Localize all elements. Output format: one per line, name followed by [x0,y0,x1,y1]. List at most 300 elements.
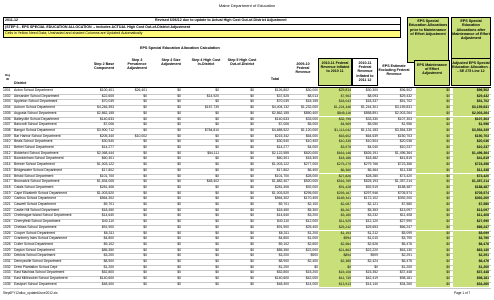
cell-step5: $0 [215,236,219,241]
cell-total: $101,700 [274,173,289,178]
cell-step5: $0 [215,110,219,115]
cell-rev1011: $63,602 [319,134,351,140]
cell-adjusted: $2,003,264 [453,111,489,117]
cell-rev0910: $18,300 [305,156,318,161]
cell-name: Deblois School Department [14,253,56,258]
cell-eps-fed: $1,357,214 [395,179,412,184]
cell-rev1112: $3,232 [367,213,378,218]
cell-adjusted: $73,420 [453,174,489,180]
cell-step4: $0 [177,145,181,149]
cell-name: Brunswick School Department [14,179,60,184]
cell-maint: $0 [416,248,450,254]
cell-rev0910: $2,600 [307,241,318,246]
cell-rev1112: $22,220 [365,247,378,252]
cell-adjusted: $3,790 [453,236,489,242]
eps-pre-maintenance-header: EPS Special Education Allocations prior to Maintenance of Effort Adjustment [407,17,449,63]
cell-rev1112: $18,337 [365,99,378,104]
cell-step2: $9,102 [103,241,114,246]
cell-step4: $0 [177,122,181,127]
cell-code: 1024 [3,219,11,224]
cell-adjusted: $63,130 [453,248,489,254]
cell-adjusted: $66,247 [453,225,489,231]
cell-step3: $0 [143,247,147,252]
cell-eps-fed: $1,956 [401,122,412,127]
cell-step3: $0 [143,150,147,155]
cell-total: $140,633 [274,116,289,121]
cell-name: Bangor School Department [14,127,55,132]
cell-rev0910: $277,000 [303,162,318,167]
section-title: EPS Special Education Allocation Calculation [140,46,220,50]
col-step6: Step 5 High Cost Out-of-District [227,58,257,67]
cell-rev1011: $13,913 [319,282,351,288]
cell-name: Auburn School Department [14,105,55,110]
cell-adjusted: $96,502 [453,88,489,94]
cell-step4: $0 [177,270,181,275]
cell-name: Caswell School Department [14,202,56,206]
cell-adjusted: $188,487 [453,185,489,191]
cell-rev0910: $2,100 [307,202,318,206]
cell-maint: $0 [416,151,450,157]
cell-step2: $140,600 [99,276,114,281]
cell-step6: $0 [250,190,254,195]
cell-code: 1011 [3,145,11,149]
cell-step3: $0 [143,190,147,195]
cell-step4: $0 [177,236,181,241]
cell-adjusted: $705,574 [453,191,489,197]
cell-adjusted: $392,200 [453,196,489,202]
cell-code: 1008 [3,127,11,132]
cell-maint: $0 [416,139,450,145]
cell-step4: $0 [177,139,181,144]
cell-step6: $0 [250,184,254,189]
cell-total: $4,800 [278,236,289,241]
cell-step6: $0 [250,219,254,224]
cell-step2: $7,006 [103,122,114,127]
cell-adjusted: $3,554,339 [453,128,489,134]
cell-name: Alexander School Department [14,93,60,98]
cell-maint: $0 [416,270,450,276]
cell-step5: $0 [215,196,219,201]
cell-code: 1019 [3,190,11,195]
cell-rev1011: $3,180 [319,213,351,219]
cell-rev1011: $3,975 [319,145,351,151]
cell-rev0910: $1,120,000 [301,127,318,132]
cell-rev0910: $92,000 [305,184,318,189]
cell-code: 1031 [3,259,11,263]
cell-step5: $0 [215,281,219,286]
cell-step6: $0 [250,88,254,92]
cell-step2: $100,401 [99,88,114,92]
cell-total: $9,102 [278,241,289,246]
cell-total: $14,277 [276,145,289,149]
cell-step4: $0 [177,162,181,167]
cell-code: 1032 [3,264,11,269]
cell-rev1011: $25,242 [319,225,351,231]
cell-name: Chelsea School Department [14,224,57,229]
cell-rev0910: $12,000 [305,219,318,224]
cell-total: $85,350 [276,247,289,252]
cell-eps-fed: $51,702 [399,99,412,104]
cell-rev1011: $516,769 [319,179,351,185]
cell-step4: $0 [177,150,181,155]
cell-total: $91,900 [276,224,289,229]
cell-maint: $0 [416,213,450,219]
cell-total: $281,406 [274,184,289,189]
cell-code: 1033 [3,270,11,275]
cell-step6: $0 [250,236,254,241]
cell-rev1112: $858,891 [363,110,378,115]
cell-adjusted: $7,580 [453,202,489,208]
cell-rev0910: $1,232,000 [301,105,318,110]
cell-rev1112: $626,191 [363,150,378,155]
cell-rev1011: $845,116 [319,111,351,117]
cell-rev0910: $1,200 [307,230,318,235]
cell-step6: $0 [250,241,254,246]
cell-rev1112: $92,919 [365,184,378,189]
cell-step4: $0 [177,213,181,218]
cell-step6: $0 [250,99,254,104]
cell-rev1011: $21,863 [319,248,351,254]
cell-rev0910: $170,400 [303,196,318,201]
cell-step2: $1,003,520 [97,190,114,195]
cell-eps-fed: $3,554,339 [395,127,412,132]
cell-total: $4,685,522 [272,127,289,132]
cell-step2: $281,406 [99,184,114,189]
col-district: District [14,81,27,85]
cell-total: $40,110 [276,219,289,224]
cell-maint: $0 [416,128,450,134]
cell-eps-fed: $3,790 [401,236,412,241]
cell-rev0910: $5,300 [307,207,318,212]
cell-eps-fed: $7,580 [401,202,412,206]
cell-maint: $0 [416,105,450,111]
cell-rev0910: $18,155 [305,99,318,104]
cell-eps-fed: $73,420 [399,173,412,178]
cell-step6: $0 [250,105,254,110]
cell-code: 1013 [3,156,11,161]
cell-eps-fed: $2,003,264 [395,110,412,115]
cell-rev1011: $293,167 [319,191,351,197]
cell-rev1011: $6,360 [319,168,351,174]
cell-rev1011: $27,826 [319,174,351,180]
cell-step6: $0 [250,133,254,138]
cell-rev1112: $33,330 [365,116,378,121]
cell-adjusted: $1,200 [453,265,489,271]
cell-adjusted: $51,702 [453,99,489,105]
cell-step3: $0 [143,270,147,275]
cell-step4: $0 [177,281,181,286]
cell-code: 1029 [3,247,11,252]
cell-rev1011: $91,428 [319,185,351,191]
cell-step2: $6,311 [103,230,114,235]
cell-rev1112: $172,102 [363,196,378,201]
cell-code: 1027 [3,236,11,241]
cell-rev1011: $18,186 [319,156,351,162]
cell-total: $70,039 [276,99,289,104]
cell-code: 1017 [3,179,11,184]
cell-eps-fed: $41,819 [399,156,412,161]
cell-step2: $18,450 [101,207,114,212]
cell-name: Bristol School Department [14,173,54,178]
cell-adjusted: $11,338 [453,168,489,174]
cell-step2: $52,800 [101,270,114,275]
cell-step6: $0 [250,196,254,201]
cell-step6: $0 [250,122,254,127]
cell-total: $564,302 [274,196,289,201]
cell-step4: $0 [177,93,181,98]
cell-rev1011: $7,963 [319,94,351,100]
cell-maint: $0 [416,196,450,202]
cell-step4: $0 [177,190,181,195]
cell-adjusted: $29,432 [453,94,489,100]
cell-code: 1007 [3,122,11,127]
cell-maint: $0 [416,179,450,185]
cell-eps-fed: $37,448 [399,270,412,275]
cell-step4: $0 [177,105,181,110]
cell-step5: $0 [215,276,219,281]
cell-step2: $85,350 [101,247,114,252]
cell-total: $126,802 [274,88,289,92]
cell-rev1112: $2,424 [367,259,378,263]
col-maint: EPS Maintenance of Effort Adjustment [414,60,450,86]
cell-step4: $0 [177,116,181,121]
cell-maint: $0 [416,219,450,225]
cell-code: 1003 [3,99,11,104]
cell-step5: $14,920 [206,93,219,98]
cell-maint: $0 [416,168,450,174]
cell-rev0910: $0 [314,264,318,269]
cell-step3: $0 [143,202,147,206]
cell-name: Eastport School Department [14,281,57,286]
cell-adjusted: $723,356 [453,162,489,168]
cell-step4: $0 [177,99,181,104]
cell-rev0910: $64,000 [305,133,318,138]
cell-rev1112: $15,352 [365,270,378,275]
cell-name: Bethel School Department [14,145,54,149]
cell-step3: $0 [143,236,147,241]
cell-name: Appleton School Department [14,99,58,104]
cell-step4: $0 [177,207,181,212]
cell-rev1112: $30,300 [365,88,378,92]
cell-step2: $4,246,393 [97,105,114,110]
cell-name: Dayton School Department [14,247,55,252]
cell-eps-fed: $10,237 [399,145,412,149]
cell-rev1112: $0 [374,264,378,269]
cell-step5: $0 [215,173,219,178]
cell-eps-fed: $96,502 [399,88,412,92]
cell-step4: $0 [177,167,181,172]
cell-eps-fed: $34,260 [399,281,412,286]
cell-maint: $0 [416,208,450,214]
cell-code: 1002 [3,93,11,98]
cell-adjusted: $2,291 [453,253,489,259]
cell-rev0910: $4,000 [307,145,318,149]
cell-name: Biddeford School Department [14,150,59,155]
cell-eps-fed: $27,990 [399,219,412,224]
cell-adjusted: $150,703 [453,134,489,140]
cell-step5: $0 [215,122,219,127]
cell-eps-fed: $11,338 [399,167,412,172]
cell-total: $7,006 [278,122,289,127]
col-rev-1112: 2010-11 Federal Revenue Inflated to 2011 12 [352,58,378,86]
cell-adjusted: $5,099 [453,231,489,237]
cell-step4: $0 [177,276,181,281]
cell-rev0910: $5,000 [307,122,318,127]
cell-step6: $0 [250,93,254,98]
cell-step2: $205,340 [99,133,114,138]
cell-eps-fed: $2,291 [401,253,412,258]
cell-total: $140,600 [274,276,289,281]
cell-maint: $0 [416,259,450,265]
cell-eps-fed: $11,408 [399,213,412,218]
cell-maint: $0 [416,134,450,140]
col-org-id: Org ID [4,73,11,82]
cell-code: 1034 [3,276,11,281]
cell-rev1112: $1,244,301 [361,105,378,110]
cell-step6: $0 [250,253,254,258]
cell-total: $3,200 [278,253,289,258]
cell-step4: $0 [177,156,181,161]
cell-total: $2,122,555 [272,150,289,155]
cell-name: Brewer School Department [14,162,55,167]
cell-name: East Machias School Department [14,270,65,275]
cell-step4: $0 [177,202,181,206]
cell-rev1011: $2,385 [319,259,351,265]
cell-adjusted: $1,357,214 [453,179,489,185]
cell-adjusted: $10,237 [453,145,489,151]
cell-step6: $0 [250,127,254,132]
cell-step5: $0 [215,190,219,195]
cell-rev1112: $28,280 [365,173,378,178]
cell-step2: $3,200 [103,253,114,258]
cell-rev0910: $520,000 [303,179,318,184]
cell-name: Cranberry Isles School Department [14,236,67,241]
cell-adjusted: $37,448 [453,270,489,276]
cell-eps-fed: $188,487 [397,184,412,189]
cell-rev0910: $33,000 [305,116,318,121]
cell-step3: $0 [143,253,147,258]
cell-step4: $0 [177,196,181,201]
cell-rev1011: $616,148 [319,151,351,157]
agency-title: Maine Department of Education [218,3,276,8]
cell-rev0910: $8,013 [307,93,318,98]
cell-step5: $0 [215,167,219,172]
cell-total: $1,003,520 [272,190,289,195]
cell-step5: $0 [215,259,219,263]
cell-rev1011: $2,584 [319,242,351,248]
cell-name: Beals School Department [14,139,53,144]
cell-name: Caribou School Department [14,196,56,201]
cell-code: 1001 [3,88,11,92]
cell-step4: $0 [177,264,181,269]
cell-maint: $0 [416,156,450,162]
cell-eps-fed: $66,247 [399,224,412,229]
cell-rev1011: $1,224,346 [319,105,351,111]
cell-maint: $0 [416,191,450,197]
cell-step3: $0 [143,122,147,127]
cell-step6: $0 [250,281,254,286]
cell-total: $6,311 [278,230,289,235]
cell-total: $215,342 [274,133,289,138]
cell-total: $52,800 [276,270,289,275]
cell-step2: $48,400 [101,281,114,286]
cell-step2: $2,068,444 [97,150,114,155]
cell-rev0910: $900 [310,253,318,258]
fiscal-year: 2011-12 Revised 6/06/12 due to update to Actual High Cost Out-of-District Adjustment [4,18,400,25]
cell-rev1011: $5,267 [319,208,351,214]
cell-rev1112: $909 [370,253,378,258]
cell-maint: $0 [416,231,450,237]
cell-name: Bowdoinham School Department [14,156,64,161]
col-rev-1011: 2010-11 Federal Revenue Inflated to 2010 11 [318,58,352,86]
cell-step4: $0 [177,241,181,246]
cell-rev1011: $894 [319,253,351,259]
cell-code: 1028 [3,241,11,246]
cell-step2: $60,301 [101,156,114,161]
cell-rev1011: $1,193 [319,231,351,237]
col-total: Total [270,77,280,81]
cell-step4: $0 [177,253,181,258]
cell-step6: $0 [250,259,254,263]
cell-step5: $0 [215,219,219,224]
cell-name: Cooper School Department [14,230,56,235]
cell-maint: $0 [416,276,450,282]
cell-step4: $0 [177,184,181,189]
cell-step3: $0 [143,184,147,189]
cell-rev1112: $2,626 [367,241,378,246]
cell-total: $4,404,132 [272,105,289,110]
page-number: Page 1 of 7 [454,291,471,295]
cell-code: 1022 [3,207,11,212]
cell-step3: $0 [143,179,147,184]
cell-rev1112: $8,093 [367,93,378,98]
cell-rev1011: $4,969 [319,122,351,128]
cell-adjusted: $6,476 [453,259,489,265]
cell-step3: $0 [143,207,147,212]
cell-name: Bridgewater School Department [14,167,63,172]
cell-step3: $0 [143,219,147,224]
cell-rev1112: $279,766 [363,162,378,167]
cell-maint: $0 [416,265,450,271]
cell-rev1112: $12,120 [365,219,378,224]
cell-step3: $26,401 [134,88,147,92]
cell-step5: $784,810 [204,127,219,132]
cell-step6: $0 [250,179,254,184]
cell-step6: $0 [250,150,254,155]
cell-step6: $0 [250,139,254,144]
cell-step6: $0 [250,224,254,229]
cell-eps-fed: $6,476 [401,241,412,246]
cell-code: 1035 [3,281,11,286]
cell-code: 1014 [3,162,11,167]
cell-name: Bancroft School Department [14,122,57,127]
cell-maint: $0 [416,282,450,288]
cell-step5: $0 [215,162,219,167]
cell-eps-fed: $723,356 [397,162,412,167]
cell-code: 1020 [3,196,11,201]
cell-step5: $0 [215,230,219,235]
cell-total: $8,900 [278,259,289,263]
eps-post-maintenance-header: EPS Special Education Allocations after Maintenance of Effort Adjustment [451,17,491,63]
cell-maint: $0 [416,202,450,208]
cell-rev1011: $18,043 [319,99,351,105]
cell-step3: $0 [143,110,147,115]
cell-step4: $0 [177,219,181,224]
cell-rev0910: $850,400 [303,110,318,115]
cell-step4: $0 [177,173,181,178]
cell-rev1011: $32,795 [319,117,351,123]
col-adjusted: Adjusted EPS Special Education Allocation -- SE 275 Line 12 [451,58,491,86]
